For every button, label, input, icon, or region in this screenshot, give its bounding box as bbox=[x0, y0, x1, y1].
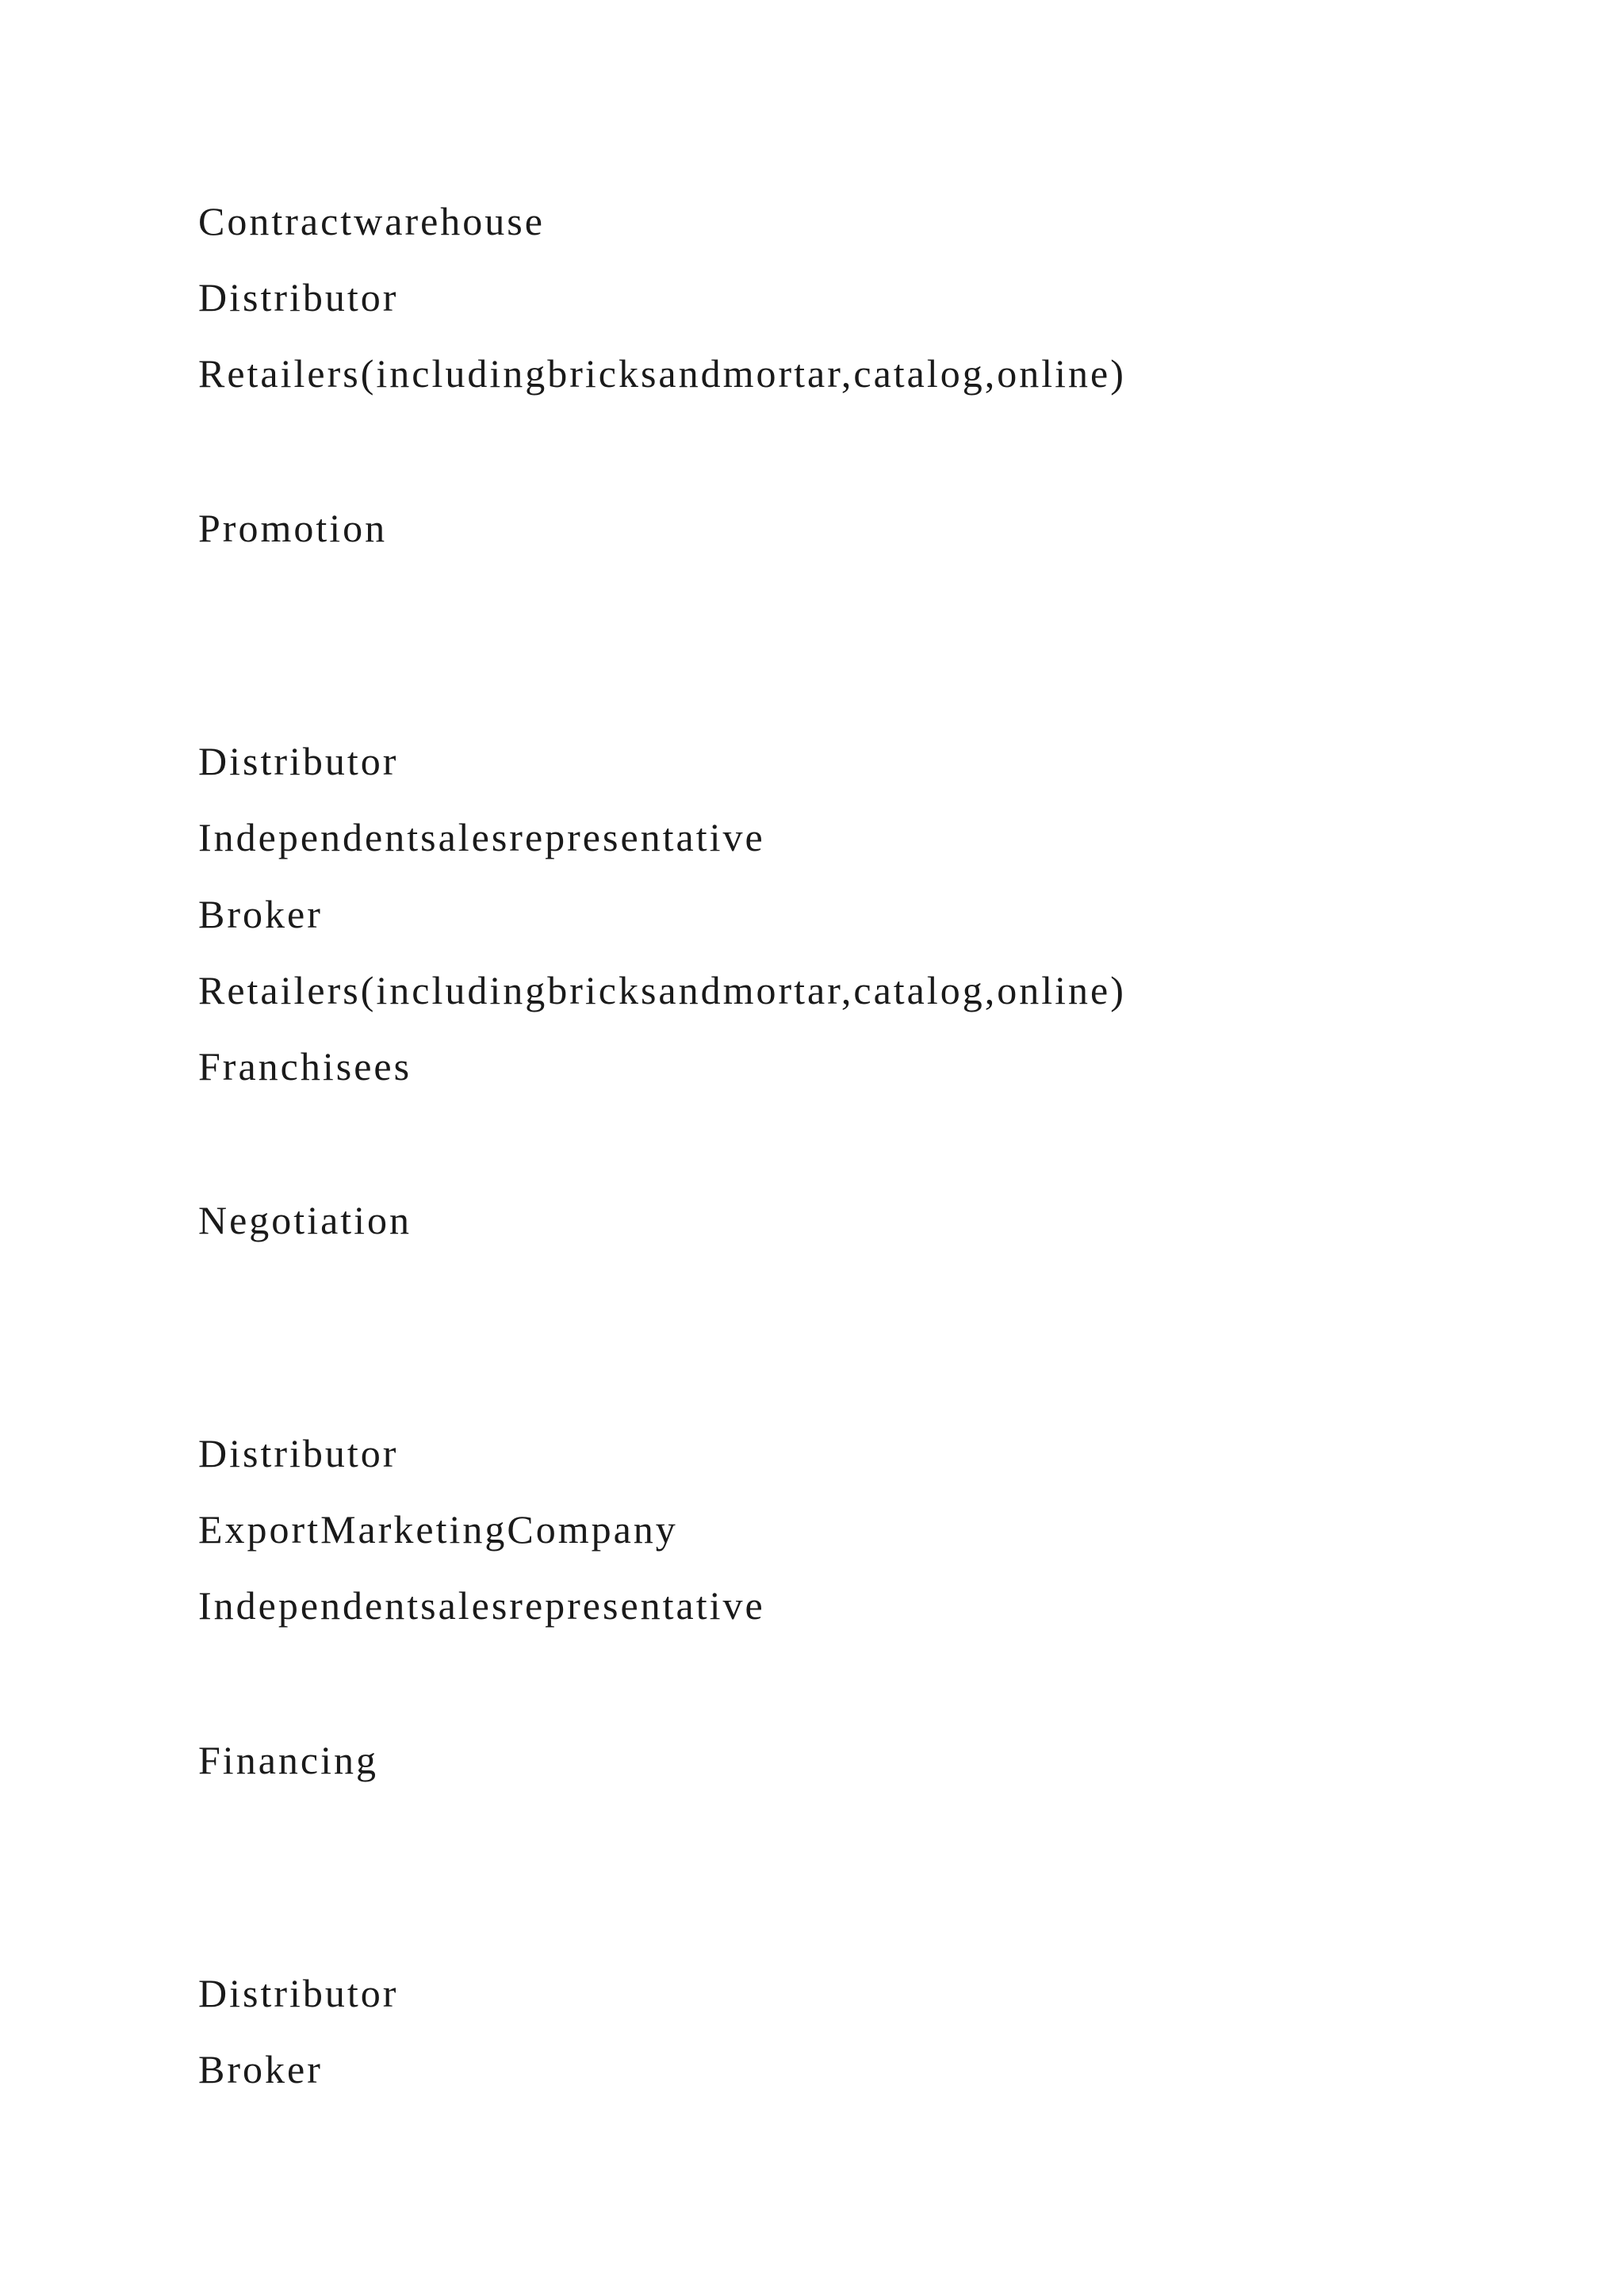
text-line: Distributor bbox=[198, 275, 399, 320]
section-heading: Financing bbox=[198, 1738, 378, 1782]
text-line: Distributor bbox=[198, 1971, 399, 2015]
section-heading: Promotion bbox=[198, 506, 388, 550]
text-line: Retailers(includingbricksandmortar,catalog,online) bbox=[198, 968, 1126, 1012]
text-line: Distributor bbox=[198, 1431, 399, 1475]
text-line: Independentsalesrepresentative bbox=[198, 1583, 765, 1628]
text-line: ExportMarketingCompany bbox=[198, 1507, 678, 1552]
text-line: Retailers(includingbricksandmortar,catalog,online) bbox=[198, 351, 1126, 396]
text-line: Broker bbox=[198, 2047, 323, 2091]
text-line: Independentsalesrepresentative bbox=[198, 815, 765, 859]
text-line: Franchisees bbox=[198, 1044, 412, 1089]
text-line: Broker bbox=[198, 892, 323, 936]
text-line: Distributor bbox=[198, 739, 399, 783]
section-heading: Negotiation bbox=[198, 1198, 412, 1242]
text-line: Contractwarehouse bbox=[198, 199, 545, 243]
